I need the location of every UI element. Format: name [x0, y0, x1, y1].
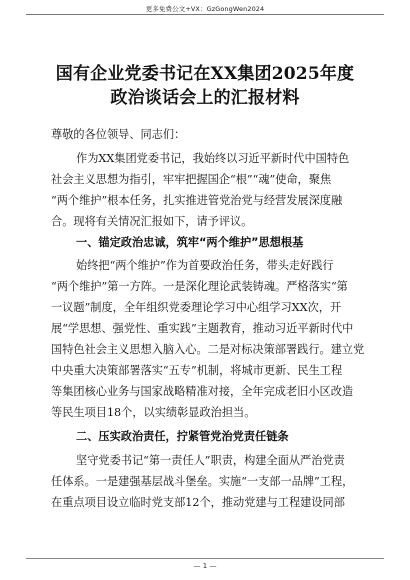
document-title-line-2: 政治谈话会上的汇报材料: [110, 88, 300, 108]
salutation: 尊敬的各位领导、同志们：: [51, 128, 186, 141]
section-1-paragraph-line: 等集团核心业务与国家战略精准对接，全年完成老旧小区改造: [51, 385, 354, 398]
footer-divider: [26, 558, 384, 559]
section-1-heading: 一、锚定政治忠诚，筑牢“两个维护”思想根基: [76, 236, 304, 249]
intro-paragraph-line: 合。现将有关情况汇报如下，请予评议。: [51, 215, 253, 228]
section-1-paragraph-line: 等民生项目18个，以实绩彰显政治担当。: [51, 406, 256, 419]
section-1-paragraph-line: 一议题”制度，全年组织党委理论学习中心组学习XX次，开: [51, 301, 342, 314]
document-title-line-1: 国有企业党委书记在XX集团2025年度: [55, 64, 355, 84]
section-2-heading: 二、压实政治责任，拧紧管党治党责任链条: [76, 430, 289, 443]
header-divider: [26, 14, 384, 15]
section-1-paragraph-line: 中央重大决策部署落实“五专”机制，将城市更新、民生工程: [51, 364, 343, 377]
intro-paragraph-line: “两个维护”根本任务，扎实推进管党治党与经营发展深度融: [51, 194, 343, 207]
header-note: 更多免费公文+VX：GzGongWen2024: [145, 5, 265, 13]
section-1-paragraph-line: 始终把“两个维护”作为首要政治任务，带头走好践行: [76, 259, 334, 272]
page-number: — 1 —: [193, 562, 217, 570]
section-1-paragraph-line: 展“学思想、强党性、重实践”主题教育，推动习近平新时代中: [51, 322, 354, 335]
section-2-paragraph-line: 在重点项目设立临时党支部12个，推动党建与工程建设同部: [51, 496, 345, 509]
section-1-paragraph-line: 国特色社会主义思想入脑入心。二是对标决策部署践行。建立党: [51, 343, 365, 356]
intro-paragraph-line: 作为XX集团党委书记，我始终以习近平新时代中国特色: [76, 152, 350, 165]
intro-paragraph-line: 社会主义思想为指引，牢牢把握国企“根”“魂”使命，聚焦: [51, 173, 332, 186]
section-2-paragraph-line: 任体系。一是建强基层战斗堡垒。实施“一支部一品牌”工程，: [51, 475, 354, 488]
section-2-paragraph-line: 坚守党委书记“第一责任人”职责，构建全面从严治党责: [76, 454, 345, 467]
section-1-paragraph-line: “两个维护”第一方阵。一是深化理论武装铸魂。严格落实“第: [51, 280, 348, 293]
